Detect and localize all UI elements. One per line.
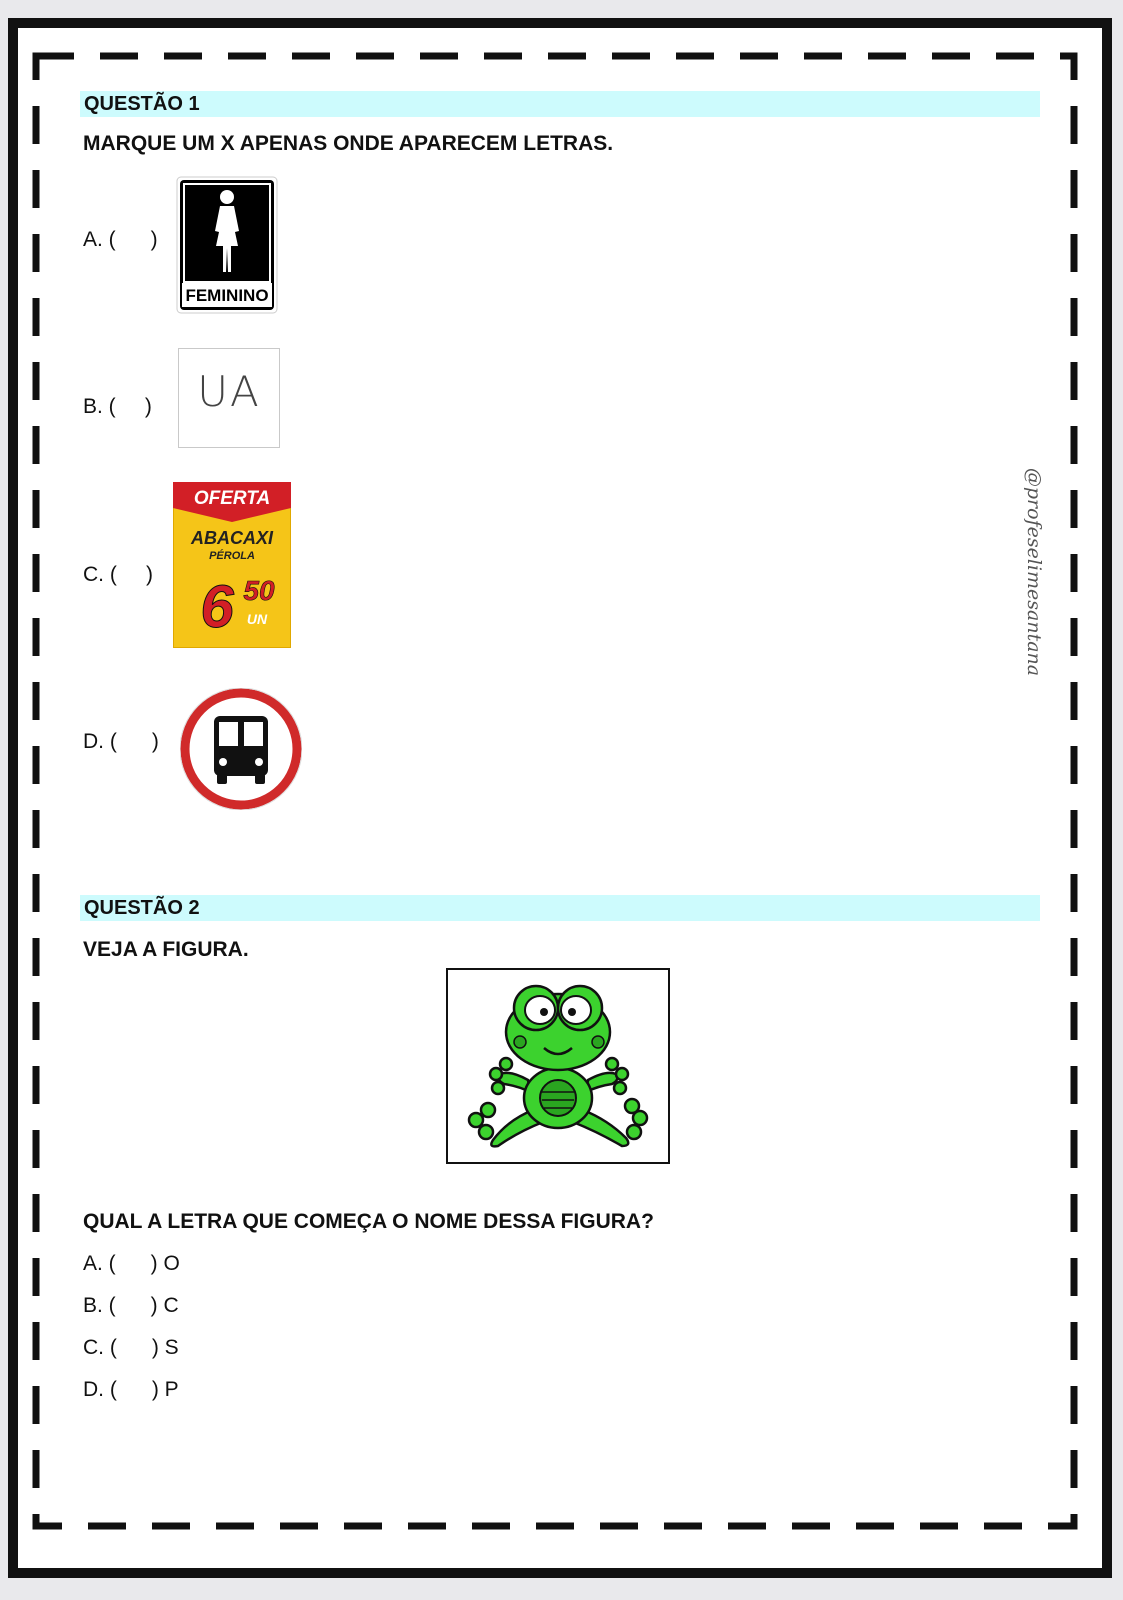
price-tag-price: 6 xyxy=(200,573,234,640)
price-tag-cents: 50 xyxy=(243,575,275,606)
feminino-sign-text: FEMININO xyxy=(185,286,269,305)
handwritten-letters-text: UA xyxy=(197,367,261,416)
frog-figure xyxy=(446,968,670,1164)
q2-option-b[interactable]: B. ( ) C xyxy=(83,1294,179,1317)
q2-option-a[interactable]: A. ( ) O xyxy=(83,1252,180,1275)
author-watermark: @profeselimesantana xyxy=(1023,467,1045,677)
question-2-heading: QUESTÃO 2 xyxy=(80,895,1040,921)
price-tag-image xyxy=(173,482,291,648)
q1-option-c-label[interactable]: C. ( ) xyxy=(83,563,153,586)
question-2-prompt: QUAL A LETRA QUE COMEÇA O NOME DESSA FIGURA? xyxy=(83,1210,654,1233)
question-2-instruction: VEJA A FIGURA. xyxy=(83,938,249,961)
price-tag-unit: UN xyxy=(246,611,268,627)
handwritten-letters-image xyxy=(178,348,280,448)
bus-sign-icon xyxy=(180,688,302,810)
feminino-sign-image xyxy=(176,176,278,314)
q2-option-c[interactable]: C. ( ) S xyxy=(83,1336,179,1359)
price-tag-product: ABACAXI xyxy=(190,528,274,548)
price-tag-offer: OFERTA xyxy=(193,488,271,509)
frog-icon xyxy=(448,970,668,1162)
price-tag-variety: PÉROLA xyxy=(209,550,255,562)
q1-option-a-label[interactable]: A. ( ) xyxy=(83,228,158,251)
q1-option-b-label[interactable]: B. ( ) xyxy=(83,395,152,418)
q1-option-d-label[interactable]: D. ( ) xyxy=(83,730,159,753)
q2-option-d[interactable]: D. ( ) P xyxy=(83,1378,179,1401)
question-1-heading: QUESTÃO 1 xyxy=(80,91,1040,117)
worksheet-page xyxy=(8,18,1112,1578)
question-1-instruction: MARQUE UM X APENAS ONDE APARECEM LETRAS. xyxy=(83,132,614,155)
